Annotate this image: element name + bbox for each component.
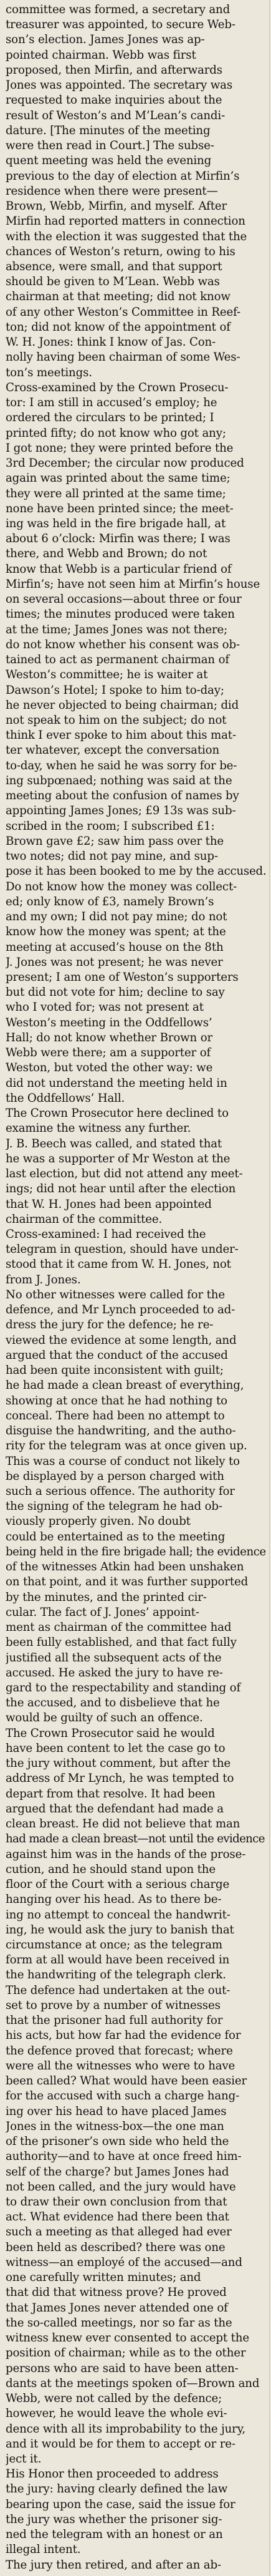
- article-line: set to prove by a number of witnesses: [6, 1998, 221, 2012]
- article-line: 3rd December; the circular now produced: [6, 457, 244, 470]
- article-line: to-day, when he said he was sorry for be-: [6, 759, 237, 772]
- article-line: two notes; did not pay mine, and sup-: [6, 850, 218, 863]
- article-line: chairman of the committee.: [6, 1212, 163, 1226]
- article-line: about 6 o’clock: Mirfin was there; I was: [6, 532, 231, 546]
- article-line: stood that it came from W. H. Jones, not: [6, 1258, 231, 1271]
- article-line: I got none; they were printed before the: [6, 441, 234, 455]
- article-line: ing subpœnaed; nothing was said at the: [6, 774, 232, 787]
- article-line: ton’s meetings.: [6, 366, 92, 379]
- article-line: treasurer was appointed, to secure Web-: [6, 18, 235, 32]
- article-line: telegram in question, should have under-: [6, 1243, 239, 1256]
- article-line: would be guilty of such an offence.: [6, 1711, 203, 1725]
- article-line: result of Weston’s and M’Lean’s candi-: [6, 109, 226, 122]
- article-line: floor of the Court with a serious charge: [6, 1878, 230, 1892]
- article-line: cution, and he should stand upon the: [6, 1862, 216, 1876]
- article-line: there, and Webb and Brown; do not: [6, 547, 207, 561]
- article-line: the so-called meetings, nor so far as the: [6, 2316, 232, 2330]
- article-line: Hall; do not know whether Brown or: [6, 1031, 213, 1044]
- article-line: ings; did not hear until after the election: [6, 1182, 236, 1196]
- article-line: argued that the conduct of the accused: [6, 1348, 228, 1362]
- article-line: for the accused with such a charge hang-: [6, 2089, 240, 2103]
- article-line: Do not know how the money was collect-: [6, 880, 237, 893]
- article-line: the jury was whether the prisoner sig-: [6, 2512, 222, 2526]
- article-line: absence, were small, and that support: [6, 260, 222, 273]
- article-line: the signing of the telegram he had ob-: [6, 1500, 222, 1514]
- article-line: The Crown Prosecutor said he would: [6, 1726, 215, 1740]
- article-line: know that Webb is a particular friend of: [6, 562, 232, 576]
- article-line: that the prisoner had full authority for: [6, 2014, 223, 2028]
- article-line: and it would be for them to accept or re-: [6, 2437, 235, 2451]
- article-line: act. What evidence had there been that: [6, 2210, 229, 2224]
- article-line: Dawson’s Hotel; I spoke to him to-day;: [6, 683, 224, 697]
- article-line: the handwriting of the telegraph clerk.: [6, 1968, 226, 1982]
- article-line: none have been printed since; the meet-: [6, 502, 234, 515]
- article-line: The Crown Prosecutor here declined to: [6, 1107, 229, 1120]
- article-line: self of the charge? but James Jones had: [6, 2165, 229, 2179]
- column-edge: [269, 0, 270, 2576]
- article-line: examine the witness any further.: [6, 1122, 191, 1135]
- article-line: at the time; James Jones was not there;: [6, 623, 228, 636]
- article-line: Brown gave £2; saw him pass over the: [6, 834, 224, 848]
- article-line: he was a supporter of Mr Weston at the: [6, 1152, 231, 1165]
- article-line: Cross-examined by the Crown Prosecu-: [6, 381, 229, 394]
- article-line: ton; did not know of the appointment of: [6, 320, 231, 334]
- article-line: This was a course of conduct not likely to: [6, 1454, 240, 1468]
- article-line: Webb, were not called by the defence;: [6, 2392, 222, 2406]
- article-line: position of chairman; while as to the other: [6, 2346, 246, 2360]
- article-line: witness knew ever consented to accept the: [6, 2331, 249, 2345]
- article-line: depart from that resolve. It had been: [6, 1787, 216, 1801]
- article-line: tor: I am still in accused’s employ; he: [6, 396, 217, 410]
- article-line: his acts, but how far had the evidence for: [6, 2029, 241, 2043]
- article-line: were all the witnesses who were to have: [6, 2059, 235, 2073]
- article-line: one carefully written minutes; and: [6, 2271, 201, 2285]
- article-line: being held in the fire brigade hall; the evidence: [6, 1545, 266, 1558]
- article-line: dence with all its improbability to the jury,: [6, 2422, 246, 2436]
- article-line: on that point, and it was further supported: [6, 1575, 249, 1589]
- article-line: ed; only know of £3, namely Brown’s: [6, 895, 214, 908]
- article-line: such a serious offence. The authority for: [6, 1484, 235, 1498]
- article-line: cular. The fact of J. Jones’ appoint-: [6, 1605, 199, 1619]
- article-line: had made a clean breast—not until the evidence: [6, 1832, 265, 1846]
- article-line: dature. [The minutes of the meeting: [6, 124, 211, 137]
- article-line: accused. He asked the jury to have re-: [6, 1666, 223, 1679]
- article-line: that did that witness prove? He proved: [6, 2286, 227, 2300]
- article-line: previous to the day of election at Mirfin’s: [6, 169, 240, 183]
- article-line: Brown, Webb, Mirfin, and myself. After: [6, 200, 227, 213]
- article-line: Weston’s committee; he is waiter at: [6, 668, 208, 682]
- article-line: of the prisoner’s own side who held the: [6, 2135, 229, 2149]
- article-line: ing over his head to have placed James: [6, 2104, 227, 2118]
- article-line: Weston’s meeting in the Oddfellows’: [6, 1016, 212, 1029]
- article-line: that James Jones never attended one of: [6, 2301, 228, 2315]
- article-line: address of Mr Lynch, he was tempted to: [6, 1772, 234, 1786]
- article-line: against him was in the hands of the prose-: [6, 1847, 246, 1861]
- article-line: defence, and Mr Lynch proceeded to ad-: [6, 1303, 235, 1317]
- article-line: such a meeting as that alleged had ever: [6, 2225, 232, 2239]
- article-line: dants at the meetings spoken of—Brown and: [6, 2376, 260, 2390]
- article-line: justified all the subsequent acts of the: [6, 1651, 222, 1665]
- article-line: Weston, but voted the other way: we: [6, 1061, 213, 1075]
- article-line: nolly having been chairman of some Wes-: [6, 351, 240, 364]
- article-line: The defence had undertaken at the out-: [6, 1983, 231, 1997]
- article-line: the jury: having clearly defined the law: [6, 2482, 228, 2496]
- article-line: from J. Jones.: [6, 1273, 81, 1286]
- article-line: meeting about the confusion of names by: [6, 789, 239, 803]
- article-line: should be given to M‘Lean. Webb was: [6, 275, 220, 289]
- article-line: Jones in the witness-box—the one man: [6, 2119, 224, 2133]
- article-line: bearing upon the case, said the issue for: [6, 2497, 235, 2511]
- article-line: have been content to let the case go to: [6, 1741, 226, 1755]
- article-line: pointed chairman. Webb was first: [6, 48, 196, 62]
- article-line: been held as described? there was one: [6, 2240, 226, 2254]
- article-line: they were all printed at the same time;: [6, 487, 226, 500]
- article-line: present; I am one of Weston’s supporters: [6, 971, 239, 984]
- article-line: Mirfin had reported matters in connection: [6, 215, 245, 228]
- article-line: be displayed by a person charged with: [6, 1469, 224, 1483]
- article-line: showing at once that he had nothing to: [6, 1394, 227, 1407]
- article-line: illegal intent.: [6, 2543, 81, 2557]
- article-line: he never objected to being chairman; did: [6, 698, 239, 712]
- article-line: ing was held in the fire brigade hall, at: [6, 517, 226, 530]
- article-line: J. Jones was not present; he was never: [6, 955, 223, 969]
- article-line: Mirfin’s; have not seen him at Mirfin’s house: [6, 577, 260, 591]
- article-line: know how the money was spent; at the: [6, 925, 226, 939]
- article-line: Webb were there; am a supporter of: [6, 1046, 211, 1060]
- article-line: could be entertained as to the meeting: [6, 1530, 226, 1543]
- article-line: the Oddfellows’ Hall.: [6, 1091, 125, 1105]
- article-line: conceal. There had been no attempt to: [6, 1409, 225, 1422]
- article-line: witness—an employé of the accused—and: [6, 2255, 242, 2269]
- article-line: not been called, and the jury would have: [6, 2180, 236, 2194]
- article-line: gard to the respectability and standing of: [6, 1681, 241, 1695]
- article-line: J. B. Beech was called, and stated that: [6, 1137, 222, 1150]
- article-line: requested to make inquiries about the: [6, 94, 222, 107]
- article-line: and my own; I did not pay mine; do not: [6, 910, 227, 924]
- article-line: with the election it was suggested that the: [6, 230, 247, 243]
- article-line: the jury without comment, but after the: [6, 1757, 231, 1771]
- article-line: W. H. Jones: think I know of Jas. Con-: [6, 336, 216, 349]
- article-line: pose it has been booked to me by the accused.: [6, 865, 267, 878]
- article-line: scribed in the room; I subscribed £1:: [6, 819, 215, 833]
- article-line: again was printed about the same time;: [6, 472, 231, 485]
- article-line: chances of Weston’s return, owing to his: [6, 245, 235, 258]
- article-line: were then read in Court.] The subse-: [6, 139, 214, 153]
- article-line: viously properly given. No doubt: [6, 1515, 191, 1529]
- article-line: however, he would leave the whole evi-: [6, 2407, 227, 2421]
- article-line: appointing James Jones; £9 13s was sub-: [6, 804, 236, 818]
- article-line: authority—and to have at once freed him-: [6, 2150, 242, 2164]
- article-line: rity for the telegram was at once given up.: [6, 1439, 247, 1453]
- article-line: on several occasions—about three or four: [6, 593, 242, 606]
- article-line: son’s election. James Jones was ap-: [6, 33, 205, 47]
- article-line: chairman at that meeting; did not know: [6, 290, 231, 304]
- article-line: circumstance at once; as the telegram: [6, 1938, 222, 1951]
- article-line: ned the telegram with an honest or an: [6, 2528, 223, 2542]
- article-line: the accused, and to disbelieve that he: [6, 1696, 220, 1710]
- article-line: the defence proved that forecast; where: [6, 2044, 233, 2058]
- article-line: to draw their own conclusion from that: [6, 2195, 227, 2209]
- article-line: been fully established, and that fact fully: [6, 1636, 237, 1650]
- article-line: dress the jury for the defence; he re-: [6, 1318, 214, 1332]
- article-line: ject it.: [6, 2452, 42, 2466]
- article-line: he had made a clean breast of everything,: [6, 1379, 244, 1392]
- article-line: ing no attempt to conceal the handwrit-: [6, 1908, 231, 1922]
- article-line: ment as chairman of the committee had: [6, 1621, 232, 1635]
- article-line: that W. H. Jones had been appointed: [6, 1197, 212, 1211]
- article-line: clean breast. He did not believe that man: [6, 1817, 240, 1831]
- article-line: argued that the defendant had made a: [6, 1802, 224, 1815]
- article-line: printed fifty; do not know who got any;: [6, 426, 226, 440]
- article-line: proposed, then Mirfin, and afterwards: [6, 63, 222, 77]
- article-line: who I voted for; was not present at: [6, 1001, 204, 1014]
- article-line: No other witnesses were called for the: [6, 1288, 225, 1301]
- article-line: not speak to him on the subject; do not: [6, 714, 227, 727]
- article-line: tained to act as permanent chairman of: [6, 653, 229, 667]
- article-line: ordered the circulars to be printed; I: [6, 411, 214, 425]
- article-line: last election, but did not attend any meet-: [6, 1167, 243, 1181]
- article-line: ter whatever, except the conversation: [6, 744, 220, 757]
- article-line: The jury then retired, and after an ab-: [6, 2558, 221, 2572]
- article-line: committee was formed, a secretary and: [6, 3, 231, 16]
- article-line: form at all would have been received in: [6, 1953, 230, 1967]
- article-line: residence when there were present—: [6, 184, 218, 198]
- article-line: ing, he would ask the jury to banish that: [6, 1923, 234, 1937]
- article-line: viewed the evidence at some length, and: [6, 1333, 237, 1347]
- article-line: times; the minutes produced were taken: [6, 608, 235, 621]
- article-line: disguise the handwriting, and the autho-: [6, 1424, 236, 1438]
- article-line: Jones was appointed. The secretary was: [6, 79, 233, 92]
- article-line: Cross-examined: I had received the: [6, 1227, 206, 1241]
- article-line: of the witnesses Atkin had been unshaken: [6, 1560, 244, 1574]
- article-line: but did not vote for him; decline to say: [6, 986, 225, 999]
- article-line: quent meeting was held the evening: [6, 154, 212, 168]
- article-line: His Honor then proceeded to address: [6, 2467, 219, 2481]
- article-line: meeting at accused’s house on the 8th: [6, 940, 224, 954]
- article-line: did not understand the meeting held in: [6, 1076, 227, 1090]
- article-line: think I ever spoke to him about this mat-: [6, 729, 236, 742]
- article-line: by the minutes, and the printed cir-: [6, 1590, 207, 1604]
- article-line: hanging over his head. As to there be-: [6, 1893, 222, 1907]
- article-line: been called? What would have been easier: [6, 2074, 247, 2088]
- article-line: do not know whether his consent was ob-: [6, 638, 240, 651]
- article-line: persons who are said to have been atten-: [6, 2361, 239, 2375]
- article-line: had been quite inconsistent with guilt;: [6, 1364, 224, 1378]
- article-line: of any other Weston’s Committee in Reef-: [6, 305, 240, 319]
